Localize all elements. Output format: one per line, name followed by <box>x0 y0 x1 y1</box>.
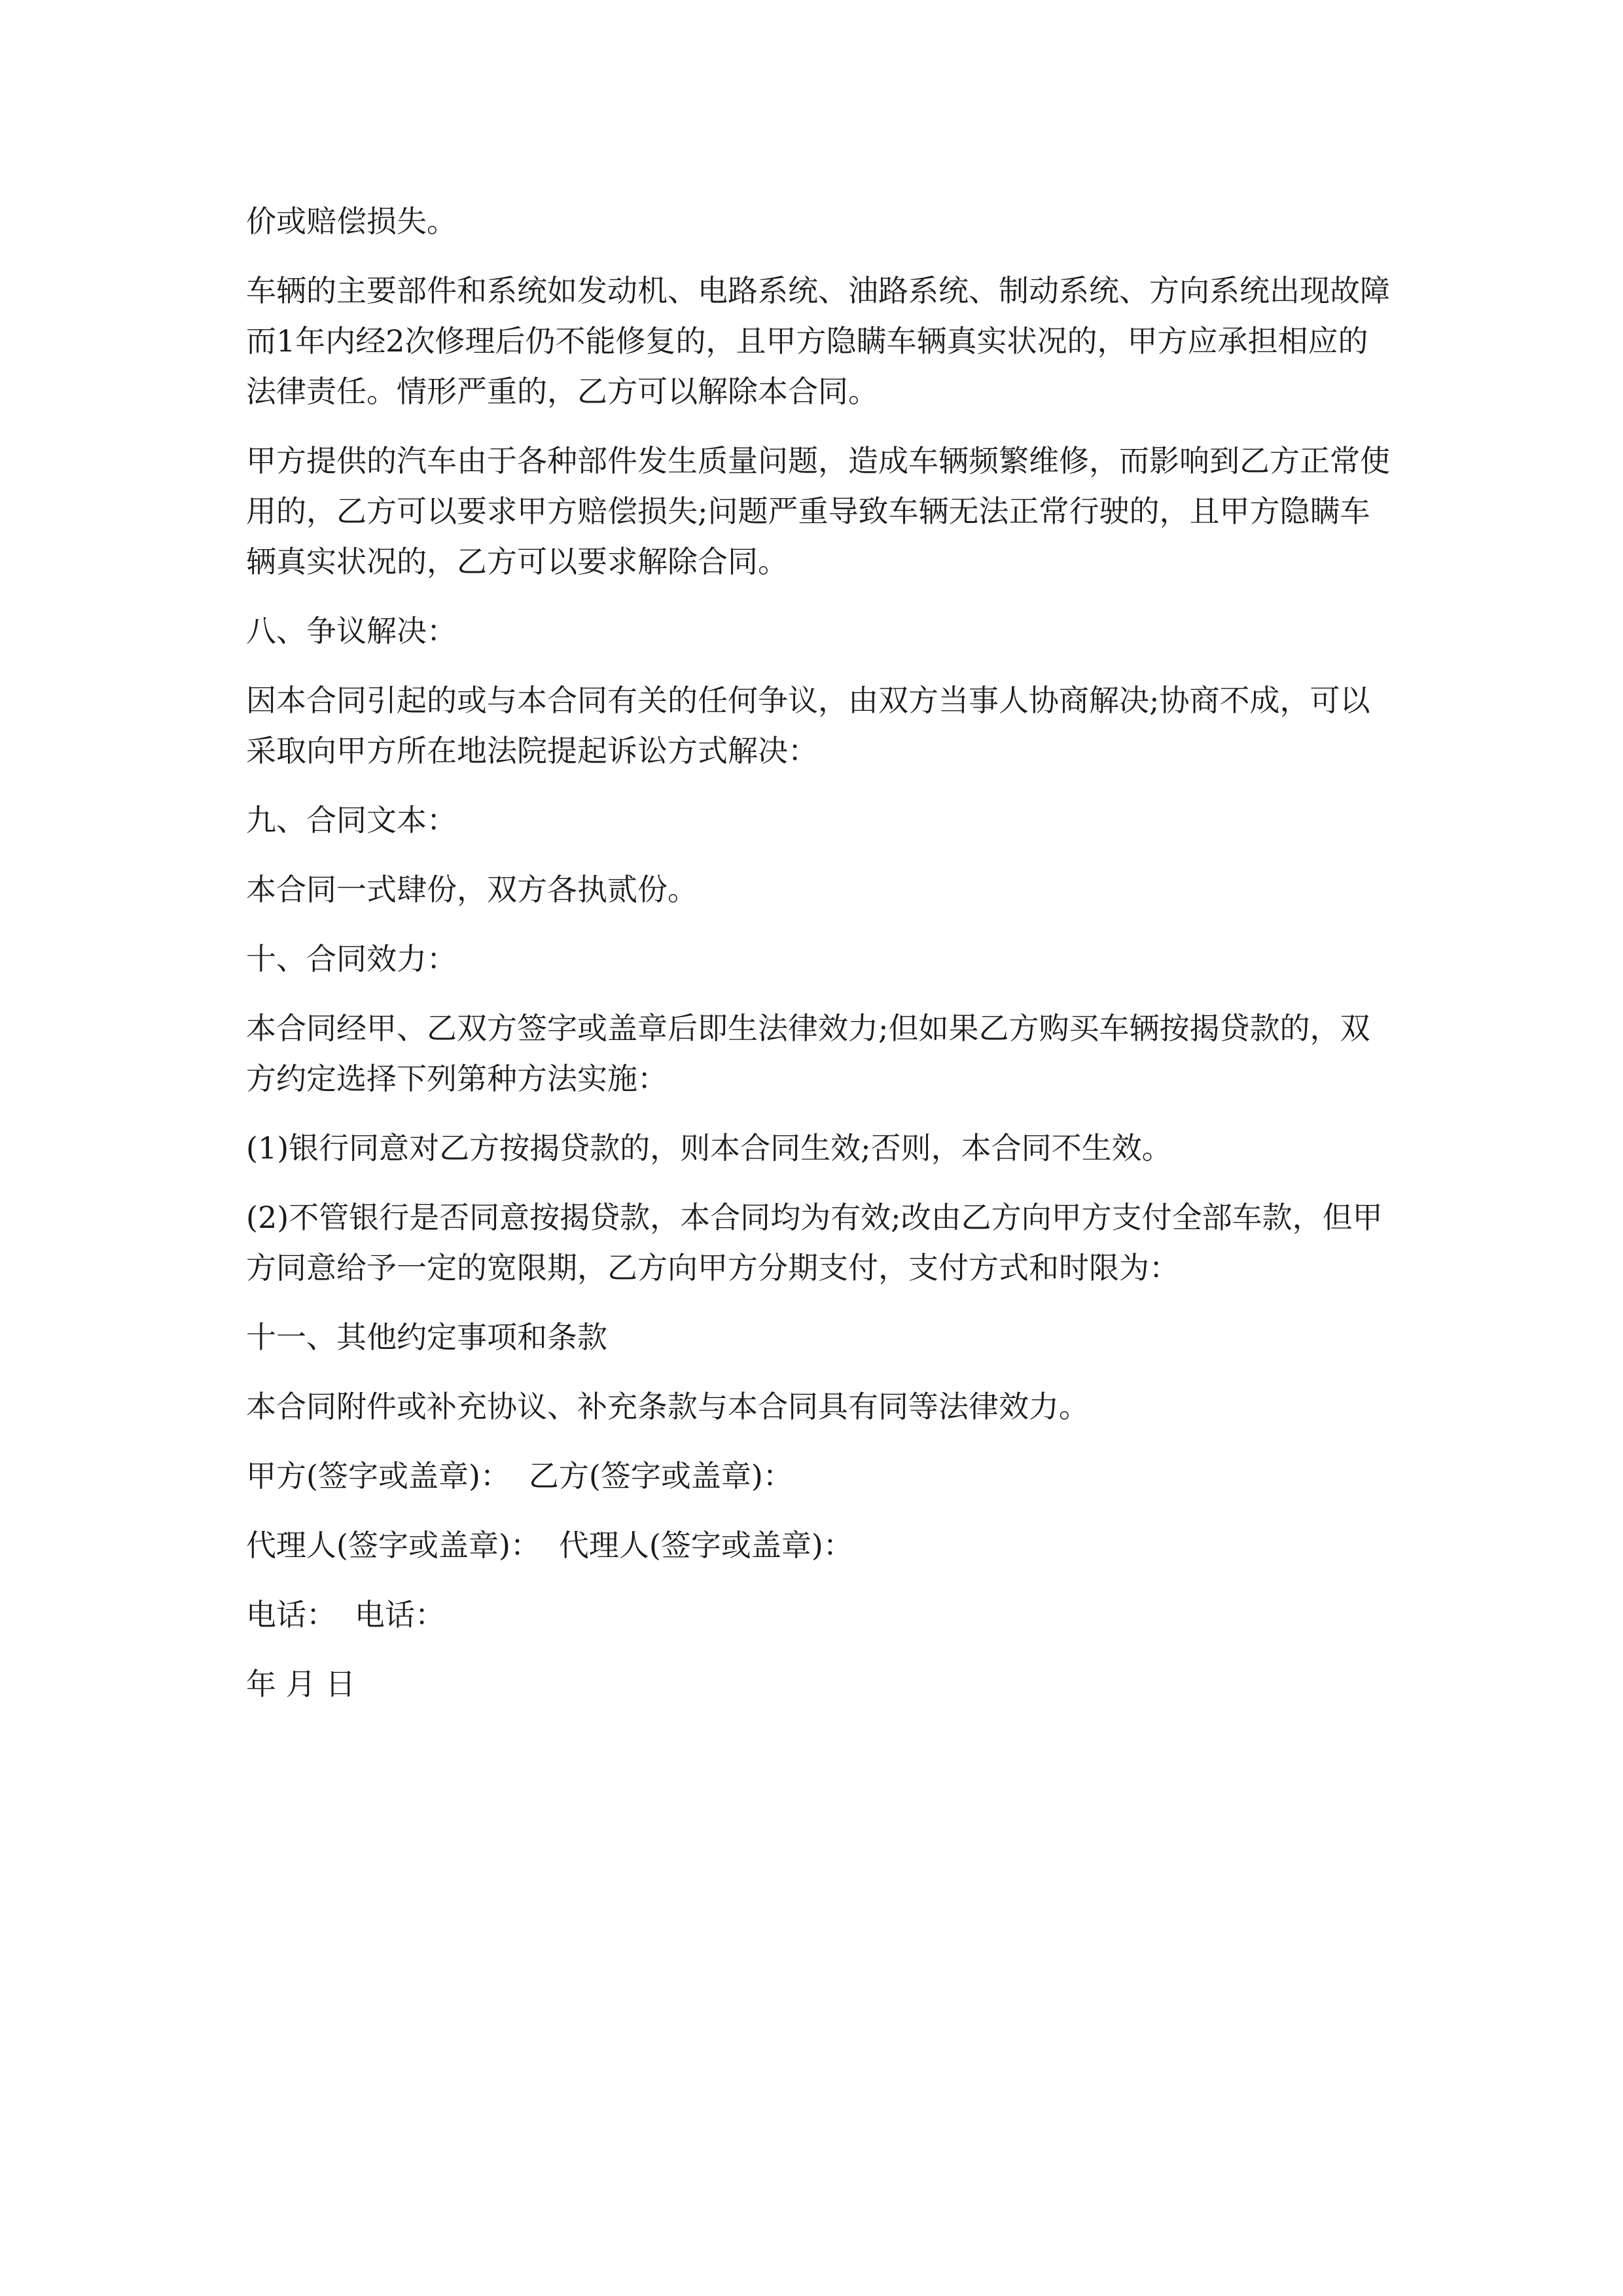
signature-line-agents <box>246 1520 1391 1571</box>
document-body <box>246 196 1391 1729</box>
party-a-signature-label: 甲方(签字或盖章)： <box>246 1458 510 1494</box>
paragraph: 车辆的主要部件和系统如发动机、电路系统、油路系统、制动系统、方向系统出现故障而1年内经2次修理后仍不能修复的，且甲方隐瞒车辆真实状况的，甲方应承担相应的法律责任。情形严重的，乙方可以解除本合同。 <box>246 273 1390 409</box>
date-label: 年 月 日 <box>246 1666 356 1702</box>
paragraph: 甲方提供的汽车由于各种部件发生质量问题，造成车辆频繁维修，而影响到乙方正常使用的，乙方可以要求甲方赔偿损失;问题严重导致车辆无法正常行驶的，且甲方隐瞒车辆真实状况的，乙方可以要求解除合同。 <box>246 443 1390 579</box>
section-heading-contract-effect: 十、合同效力： <box>246 941 457 977</box>
agent-a-signature-label: 代理人(签字或盖章)： <box>246 1528 541 1563</box>
party-b-signature-label: 乙方(签字或盖章)： <box>528 1458 793 1494</box>
signature-line-parties <box>246 1451 1391 1501</box>
section-heading-contract-text: 九、合同文本： <box>246 802 457 838</box>
phone-b-label: 电话： <box>355 1597 445 1632</box>
paragraph-option-2: (2)不管银行是否同意按揭贷款，本合同均为有效;改由乙方向甲方支付全部车款，但甲方同意给予一定的宽限期，乙方向甲方分期支付，支付方式和时限为： <box>246 1200 1383 1285</box>
paragraph: 本合同一式肆份，双方各执贰份。 <box>246 872 698 907</box>
date-line <box>246 1659 1391 1710</box>
agent-b-signature-label: 代理人(签字或盖章)： <box>558 1528 853 1563</box>
paragraph: 因本合同引起的或与本合同有关的任何争议，由双方当事人协商解决;协商不成，可以采取向甲方所在地法院提起诉讼方式解决： <box>246 683 1370 768</box>
section-heading-other-terms: 十一、其他约定事项和条款 <box>246 1319 607 1355</box>
paragraph-option-1: (1)银行同意对乙方按揭贷款的，则本合同生效;否则，本合同不生效。 <box>246 1130 1172 1166</box>
section-heading-dispute: 八、争议解决： <box>246 613 457 649</box>
signature-line-phones <box>246 1590 1391 1640</box>
paragraph: 本合同经甲、乙双方签字或盖章后即生法律效力;但如果乙方购买车辆按揭贷款的，双方约定选择下列第种方法实施： <box>246 1011 1370 1096</box>
phone-a-label: 电话： <box>246 1597 336 1632</box>
paragraph: 价或赔偿损失。 <box>246 204 457 239</box>
paragraph: 本合同附件或补充协议、补充条款与本合同具有同等法律效力。 <box>246 1389 1089 1424</box>
